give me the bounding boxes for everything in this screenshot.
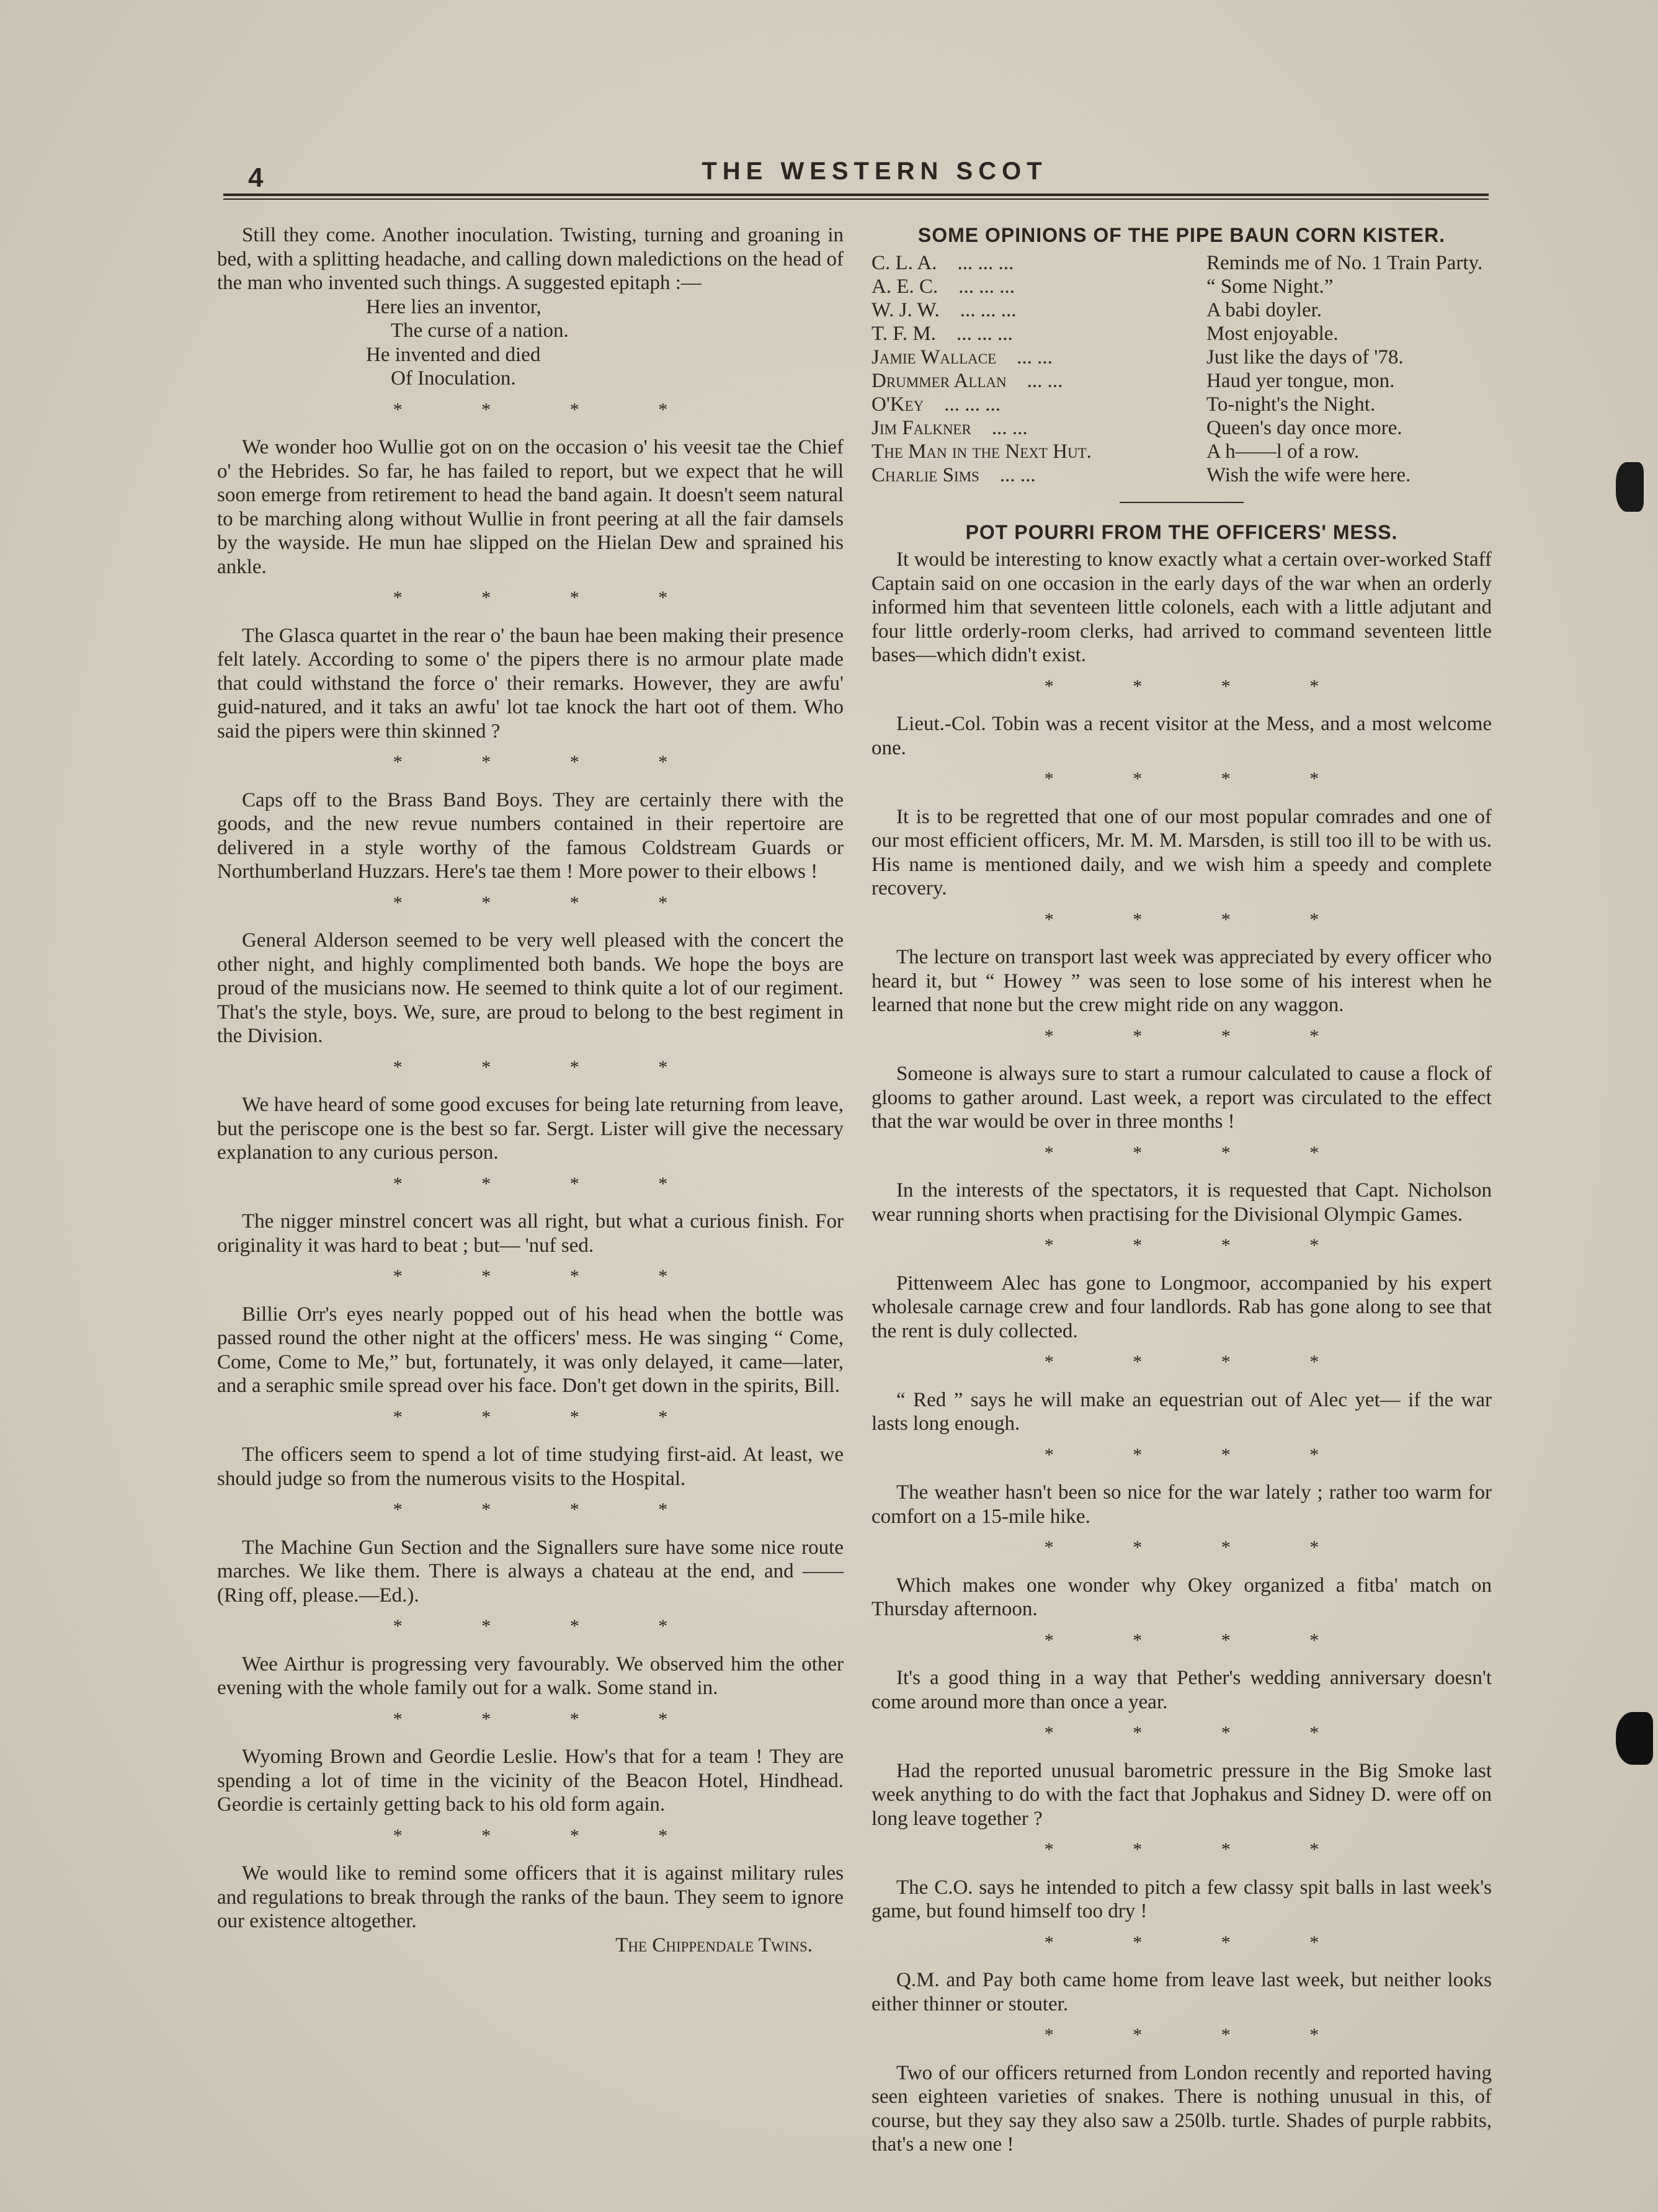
section-divider: * * * * xyxy=(393,1708,705,1729)
paragraph: Q.M. and Pay both came home from leave last week, but neither looks either thinner or stouter. xyxy=(871,1969,1492,2015)
page-number: 4 xyxy=(248,163,264,193)
opinion-text: Wish the wife were here. xyxy=(1206,463,1411,486)
paragraph: The lecture on transport last week was appreciated by every officer who heard it, but “ Howey ” was seen to lose some of his interest when he learned that none but the crew might ride on any waggon. xyxy=(871,946,1492,1016)
opinion-row xyxy=(871,275,1492,298)
paragraph: “ Red ” says he will make an equestrian out of Alec yet— if the war lasts long enough. xyxy=(871,1388,1492,1435)
paragraph: The Machine Gun Section and the Signallers sure have some nice route marches. We like them. There is always a chateau at the end, and —— (Ring off, please.—Ed.). xyxy=(217,1536,844,1607)
section-divider: * * * * xyxy=(1044,769,1357,789)
section-divider: * * * * xyxy=(1044,1025,1357,1046)
paragraph: It would be interesting to know exactly what a certain over-worked Staff Captain said on one occasion in the early days of the war when an orderly informed him that seventeen little colonels, each with a little adjutant and four little orderly-room clerks, had arrived to command seventeen little bases—which didn't exist. xyxy=(871,548,1492,666)
opinion-name: Jim Falkner ... ... xyxy=(871,416,1028,439)
opinion-name: O'Key ... ... ... xyxy=(871,393,1001,416)
opinion-text: Reminds me of No. 1 Train Party. xyxy=(1206,251,1483,274)
opinion-text: Just like the days of '78. xyxy=(1206,346,1404,368)
opinion-row xyxy=(871,369,1492,393)
section-divider: * * * * xyxy=(1044,1537,1357,1558)
opinion-name: The Man in the Next Hut. xyxy=(871,440,1092,463)
paragraph: The officers seem to spend a lot of time studying first-aid. At least, we should judge so from the numerous visits to the Hospital. xyxy=(217,1443,844,1490)
section-divider: * * * * xyxy=(1044,1235,1357,1255)
opinion-row xyxy=(871,463,1492,487)
poem-line: The curse of a nation. xyxy=(391,319,569,342)
page-header xyxy=(223,154,1489,191)
paragraph: The Glasca quartet in the rear o' the baun hae been making their presence felt lately. According to some o' the pipers there is no armour plate made that could withstand the force o' their remarks. However, they are awfu' guid-natured, and it taks an awfu' lot tae knock the hart oot of them. Who said the pipers were thin skinned ? xyxy=(217,624,844,743)
paragraph: In the interests of the spectators, it is requested that Capt. Nicholson wear running shorts when practising for the Divisional Olympic Games. xyxy=(871,1179,1492,1226)
opinion-row xyxy=(871,416,1492,440)
paragraph: Wee Airthur is progressing very favourably. We observed him the other evening with the whole family out for a walk. Some stand in. xyxy=(217,1652,844,1699)
poem-line: He invented and died xyxy=(366,343,541,366)
section-divider: * * * * xyxy=(393,587,705,608)
opinion-row xyxy=(871,251,1492,275)
section-divider: * * * * xyxy=(1044,1630,1357,1651)
section-divider: * * * * xyxy=(393,892,705,913)
section-divider: * * * * xyxy=(1044,1142,1357,1163)
section-divider: * * * * xyxy=(1044,2025,1357,2045)
opinion-text: Most enjoyable. xyxy=(1206,322,1339,345)
paragraph: It is to be regretted that one of our most popular comrades and one of our most efficient officers, Mr. M. M. Marsden, is still too ill to be with us. His name is mentioned daily, and we wish him a speedy and complete recovery. xyxy=(871,805,1492,899)
running-head: THE WESTERN SCOT xyxy=(702,158,1048,185)
paragraph: Someone is always sure to start a rumour calculated to cause a flock of glooms to gather around. Last week, a report was circulated to the effect that the war would be over in three months ! xyxy=(871,1063,1492,1133)
opinions-title: SOME OPINIONS OF THE PIPE BAUN CORN KISTER. xyxy=(917,224,1446,246)
header-rule-thin xyxy=(223,198,1489,200)
opinion-row xyxy=(871,346,1492,369)
potpourri-title: POT POURRI FROM THE OFFICERS' MESS. xyxy=(965,520,1398,543)
section-divider: * * * * xyxy=(1044,676,1357,697)
ink-blot xyxy=(1616,462,1644,512)
opinion-text: Queen's day once more. xyxy=(1206,416,1402,439)
signoff: The Chippendale Twins. xyxy=(615,1933,813,1956)
opinion-name: A. E. C. ... ... ... xyxy=(871,275,1015,298)
paragraph: Lieut.-Col. Tobin was a recent visitor at the Mess, and a most welcome one. xyxy=(871,713,1492,759)
paragraph: We have heard of some good excuses for being late returning from leave, but the periscope one is the best so far. Sergt. Lister will give the necessary explanation to any curious person. xyxy=(217,1094,844,1164)
opinion-name: W. J. W. ... ... ... xyxy=(871,298,1017,321)
paragraph: Two of our officers returned from London recently and reported having seen eighteen varieties of snakes. There is nothing unusual in this, of course, but they say they also saw a 250lb. turtle. Shades of purple rabbits, that's a new one ! xyxy=(871,2061,1492,2156)
epitaph-poem xyxy=(366,295,844,391)
section-divider: * * * * xyxy=(393,1406,705,1427)
right-column xyxy=(871,223,1492,2157)
opinions-table xyxy=(871,251,1492,487)
section-divider: * * * * xyxy=(1044,1932,1357,1953)
paragraph: The C.O. says he intended to pitch a few classy spit balls in last week's game, but found himself too dry ! xyxy=(871,1876,1492,1922)
opinion-name: Charlie Sims ... ... xyxy=(871,463,1036,486)
opinion-text: To-night's the Night. xyxy=(1206,393,1376,416)
section-divider: * * * * xyxy=(1044,1444,1357,1465)
section-divider: * * * * xyxy=(393,1499,705,1520)
paragraph: Billie Orr's eyes nearly popped out of his head when the bottle was passed round the other night at the officers' mess. He was singing “ Come, Come, Come to Me,” but, fortunately, it was only delayed, it came—later, and a seraphic smile spread over his face. Don't get down in the spirits, Bill. xyxy=(217,1303,844,1397)
opinion-row xyxy=(871,393,1492,416)
opinion-text: “ Some Night.” xyxy=(1206,275,1334,298)
paragraph: The weather hasn't been so nice for the war lately ; rather too warm for comfort on a 15-mile hike. xyxy=(871,1481,1492,1528)
section-divider: * * * * xyxy=(393,752,705,772)
opinion-name: Drummer Allan ... ... xyxy=(871,369,1063,392)
paragraph: Which makes one wonder why Okey organized a fitba' match on Thursday afternoon. xyxy=(871,1574,1492,1620)
paragraph: General Alderson seemed to be very well pleased with the concert the other night, and highly complimented both bands. We hope the boys are proud of the musicians now. He seemed to think quite a lot of our regiment. That's the style, boys. We, sure, are proud to belong to the best regiment in the Division. xyxy=(217,929,844,1047)
opinion-text: A babi doyler. xyxy=(1206,298,1322,321)
section-divider: * * * * xyxy=(1044,909,1357,930)
paragraph: Caps off to the Brass Band Boys. They are certainly there with the goods, and the new revue numbers contained in their repertoire are delivered in a style worthy of the famous Coldstream Guards or Northumberland Huzzars. Here's tae them ! More power to their elbows ! xyxy=(217,788,844,883)
left-column xyxy=(217,223,844,1957)
paragraph: We would like to remind some officers that it is against military rules and regulations to break through the ranks of the baun. They seem to ignore our existence altogether. xyxy=(217,1862,844,1932)
section-divider: * * * * xyxy=(393,1825,705,1846)
opinion-name: C. L. A. ... ... ... xyxy=(871,251,1014,274)
poem-line: Here lies an inventor, xyxy=(366,295,542,318)
section-divider: * * * * xyxy=(393,1173,705,1194)
header-rule xyxy=(223,194,1489,196)
ink-blot xyxy=(1616,1712,1653,1765)
paragraph: Wyoming Brown and Geordie Leslie. How's that for a team ! They are spending a lot of time in the vicinity of the Beacon Hotel, Hindhead. Geordie is certainly getting back to his old form again. xyxy=(217,1746,844,1816)
opinion-text: Haud yer tongue, mon. xyxy=(1206,369,1395,392)
paragraph: The nigger minstrel concert was all right, but what a curious finish. For originality it was hard to beat ; but— 'nuf sed. xyxy=(217,1210,844,1257)
section-divider: * * * * xyxy=(393,1266,705,1287)
paragraph: Pittenweem Alec has gone to Longmoor, accompanied by his expert wholesale carnage crew and four landlords. Rab has gone along to see that the rent is duly collected. xyxy=(871,1272,1492,1342)
paragraph: It's a good thing in a way that Pether's wedding anniversary doesn't come around more than once a year. xyxy=(871,1667,1492,1713)
section-divider: * * * * xyxy=(393,1056,705,1077)
poem-line: Of Inoculation. xyxy=(391,367,516,390)
section-divider: * * * * xyxy=(393,399,705,420)
opinion-row xyxy=(871,322,1492,346)
paragraph: Had the reported unusual barometric pressure in the Big Smoke last week anything to do with the fact that Jophakus and Sidney D. were off on long leave together ? xyxy=(871,1759,1492,1830)
opinion-name: T. F. M. ... ... ... xyxy=(871,322,1013,345)
opinion-row xyxy=(871,298,1492,322)
section-divider: * * * * xyxy=(1044,1352,1357,1372)
paragraph: We wonder hoo Wullie got on on the occasion o' his veesit tae the Chief o' the Hebrides. So far, he has failed to report, but we expect that he will soon emerge from retirement to head the band again. It doesn't seem natural to be marching along without Wullie in front peering at all the fair damsels by the wayside. He mun hae slipped on the Hielan Dew and sprained his ankle. xyxy=(217,436,844,578)
section-divider: * * * * xyxy=(393,1616,705,1636)
section-divider: * * * * xyxy=(1044,1839,1357,1860)
section-divider: * * * * xyxy=(1044,1723,1357,1743)
opinion-row xyxy=(871,440,1492,463)
paragraph: Still they come. Another inoculation. Twisting, turning and groaning in bed, with a splitting headache, and calling down maledictions on the head of the man who invented such things. A suggested epitaph :— xyxy=(217,224,844,294)
opinion-text: A h——l of a row. xyxy=(1206,440,1360,463)
opinion-name: Jamie Wallace ... ... xyxy=(871,346,1053,368)
section-rule xyxy=(1120,502,1244,503)
